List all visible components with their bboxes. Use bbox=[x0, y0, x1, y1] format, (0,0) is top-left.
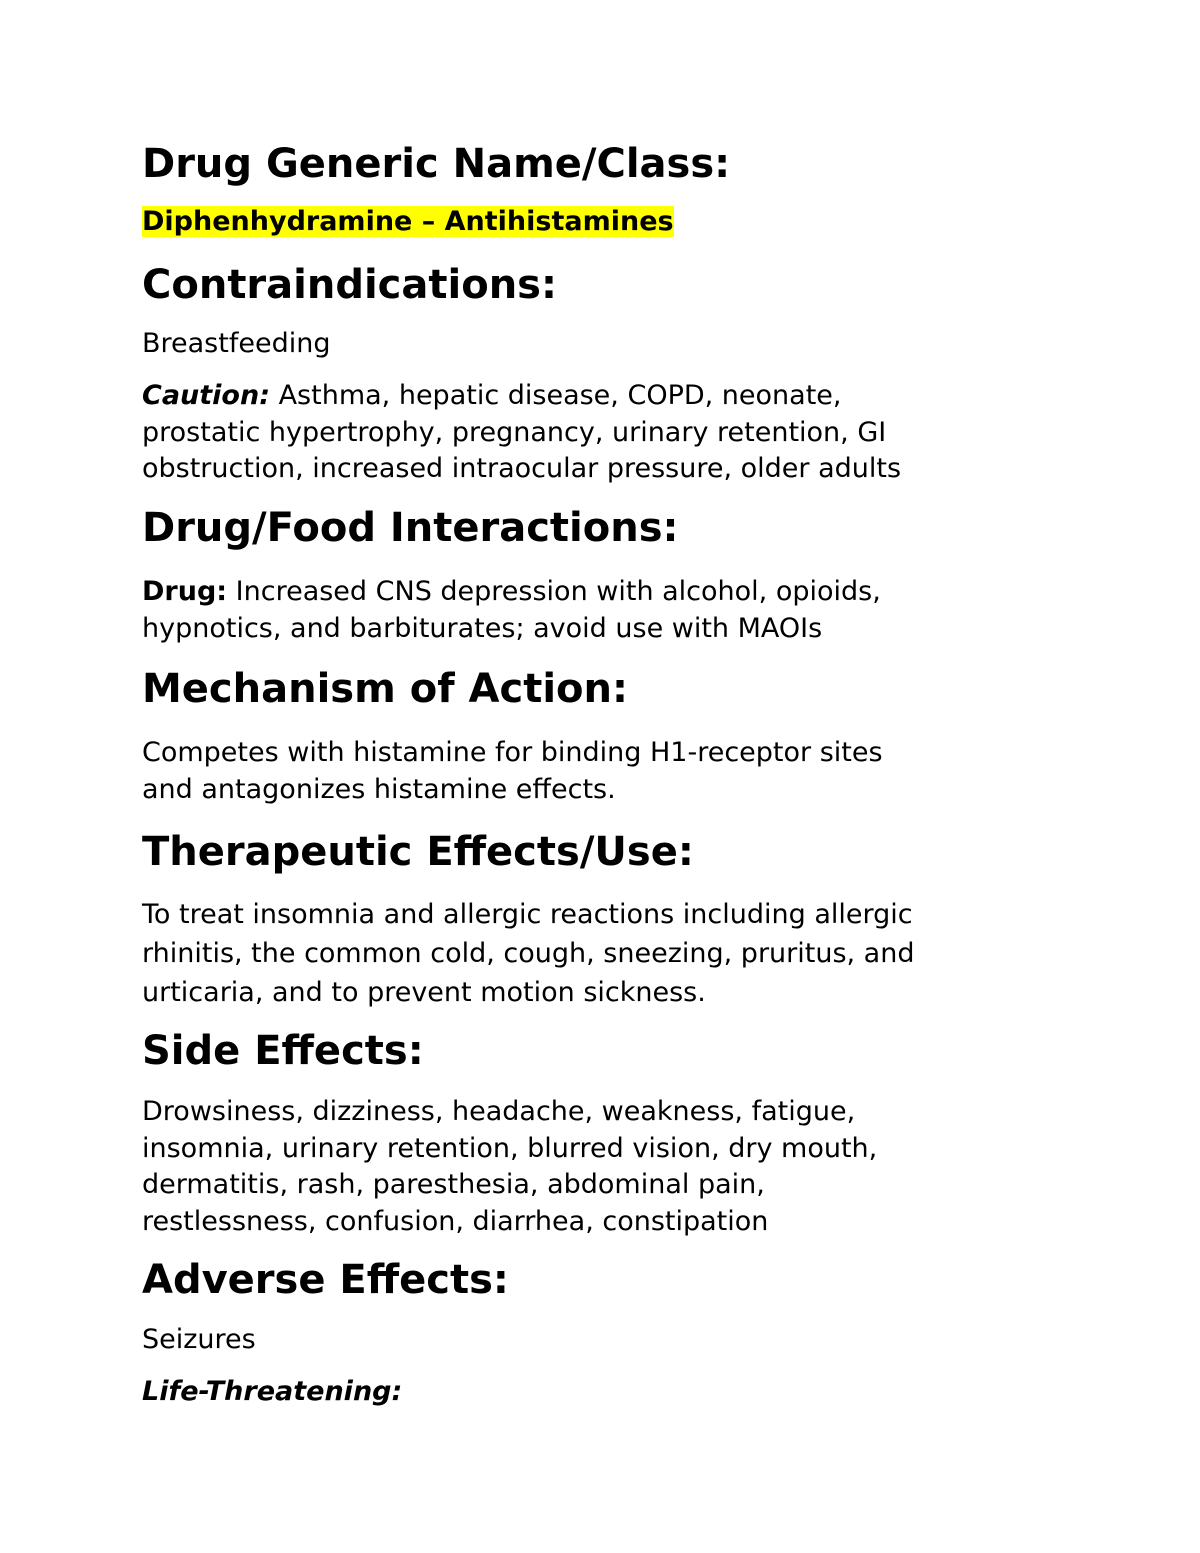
side-effects-paragraph bbox=[142, 1094, 877, 1240]
caution-line-2: prostatic hypertrophy, pregnancy, urinary retention, GI bbox=[142, 416, 887, 448]
side-effects-line-2: insomnia, urinary retention, blurred vision, dry mouth, bbox=[142, 1132, 878, 1164]
caution-label: Caution: bbox=[142, 380, 270, 411]
caution-line-3: obstruction, increased intraocular pressure, older adults bbox=[142, 453, 902, 484]
mechanism-line-1: Competes with histamine for binding H1-receptor sites bbox=[142, 737, 883, 768]
life-threatening-paragraph bbox=[142, 1374, 402, 1411]
interactions-line-1 bbox=[142, 574, 881, 611]
drug-label: Drug: bbox=[142, 576, 228, 607]
heading-adverse: Adverse Effects: bbox=[142, 1257, 509, 1303]
caution-text-1: Asthma, hepatic disease, COPD, neonate, bbox=[270, 380, 842, 411]
mechanism-paragraph bbox=[142, 735, 883, 808]
side-effects-line-1: Drowsiness, dizziness, headache, weakness, fatigue, bbox=[142, 1096, 856, 1127]
therapeutic-paragraph bbox=[142, 897, 914, 1012]
drug-name-highlight: Diphenhydramine – Antihistamines bbox=[142, 206, 674, 237]
interactions-paragraph bbox=[142, 574, 881, 647]
life-threatening-label: Life-Threatening: bbox=[142, 1376, 403, 1407]
caution-paragraph bbox=[142, 378, 901, 488]
interactions-text-1: Increased CNS depression with alcohol, opioids, bbox=[227, 576, 881, 607]
interactions-line-2: hypnotics, and barbiturates; avoid use with MAOIs bbox=[142, 612, 823, 644]
mechanism-line-2: and antagonizes histamine effects. bbox=[142, 773, 616, 805]
heading-side-effects: Side Effects: bbox=[142, 1028, 424, 1074]
adverse-value: Seizures bbox=[142, 1324, 256, 1355]
heading-mechanism: Mechanism of Action: bbox=[142, 666, 628, 712]
heading-drug-name: Drug Generic Name/Class: bbox=[142, 141, 731, 187]
heading-interactions: Drug/Food Interactions: bbox=[142, 505, 679, 551]
therapeutic-line-3: urticaria, and to prevent motion sickness. bbox=[142, 977, 706, 1008]
therapeutic-line-2: rhinitis, the common cold, cough, sneezing, pruritus, and bbox=[142, 938, 915, 969]
drug-name-value bbox=[142, 204, 674, 241]
heading-contraindications: Contraindications: bbox=[142, 262, 557, 308]
side-effects-line-3: dermatitis, rash, paresthesia, abdominal pain, bbox=[142, 1169, 765, 1200]
contraindications-value: Breastfeeding bbox=[142, 328, 331, 359]
side-effects-line-4: restlessness, confusion, diarrhea, constipation bbox=[142, 1205, 769, 1237]
therapeutic-line-1: To treat insomnia and allergic reactions including allergic bbox=[142, 899, 913, 930]
caution-line-1 bbox=[142, 378, 901, 415]
heading-therapeutic: Therapeutic Effects/Use: bbox=[142, 829, 694, 875]
